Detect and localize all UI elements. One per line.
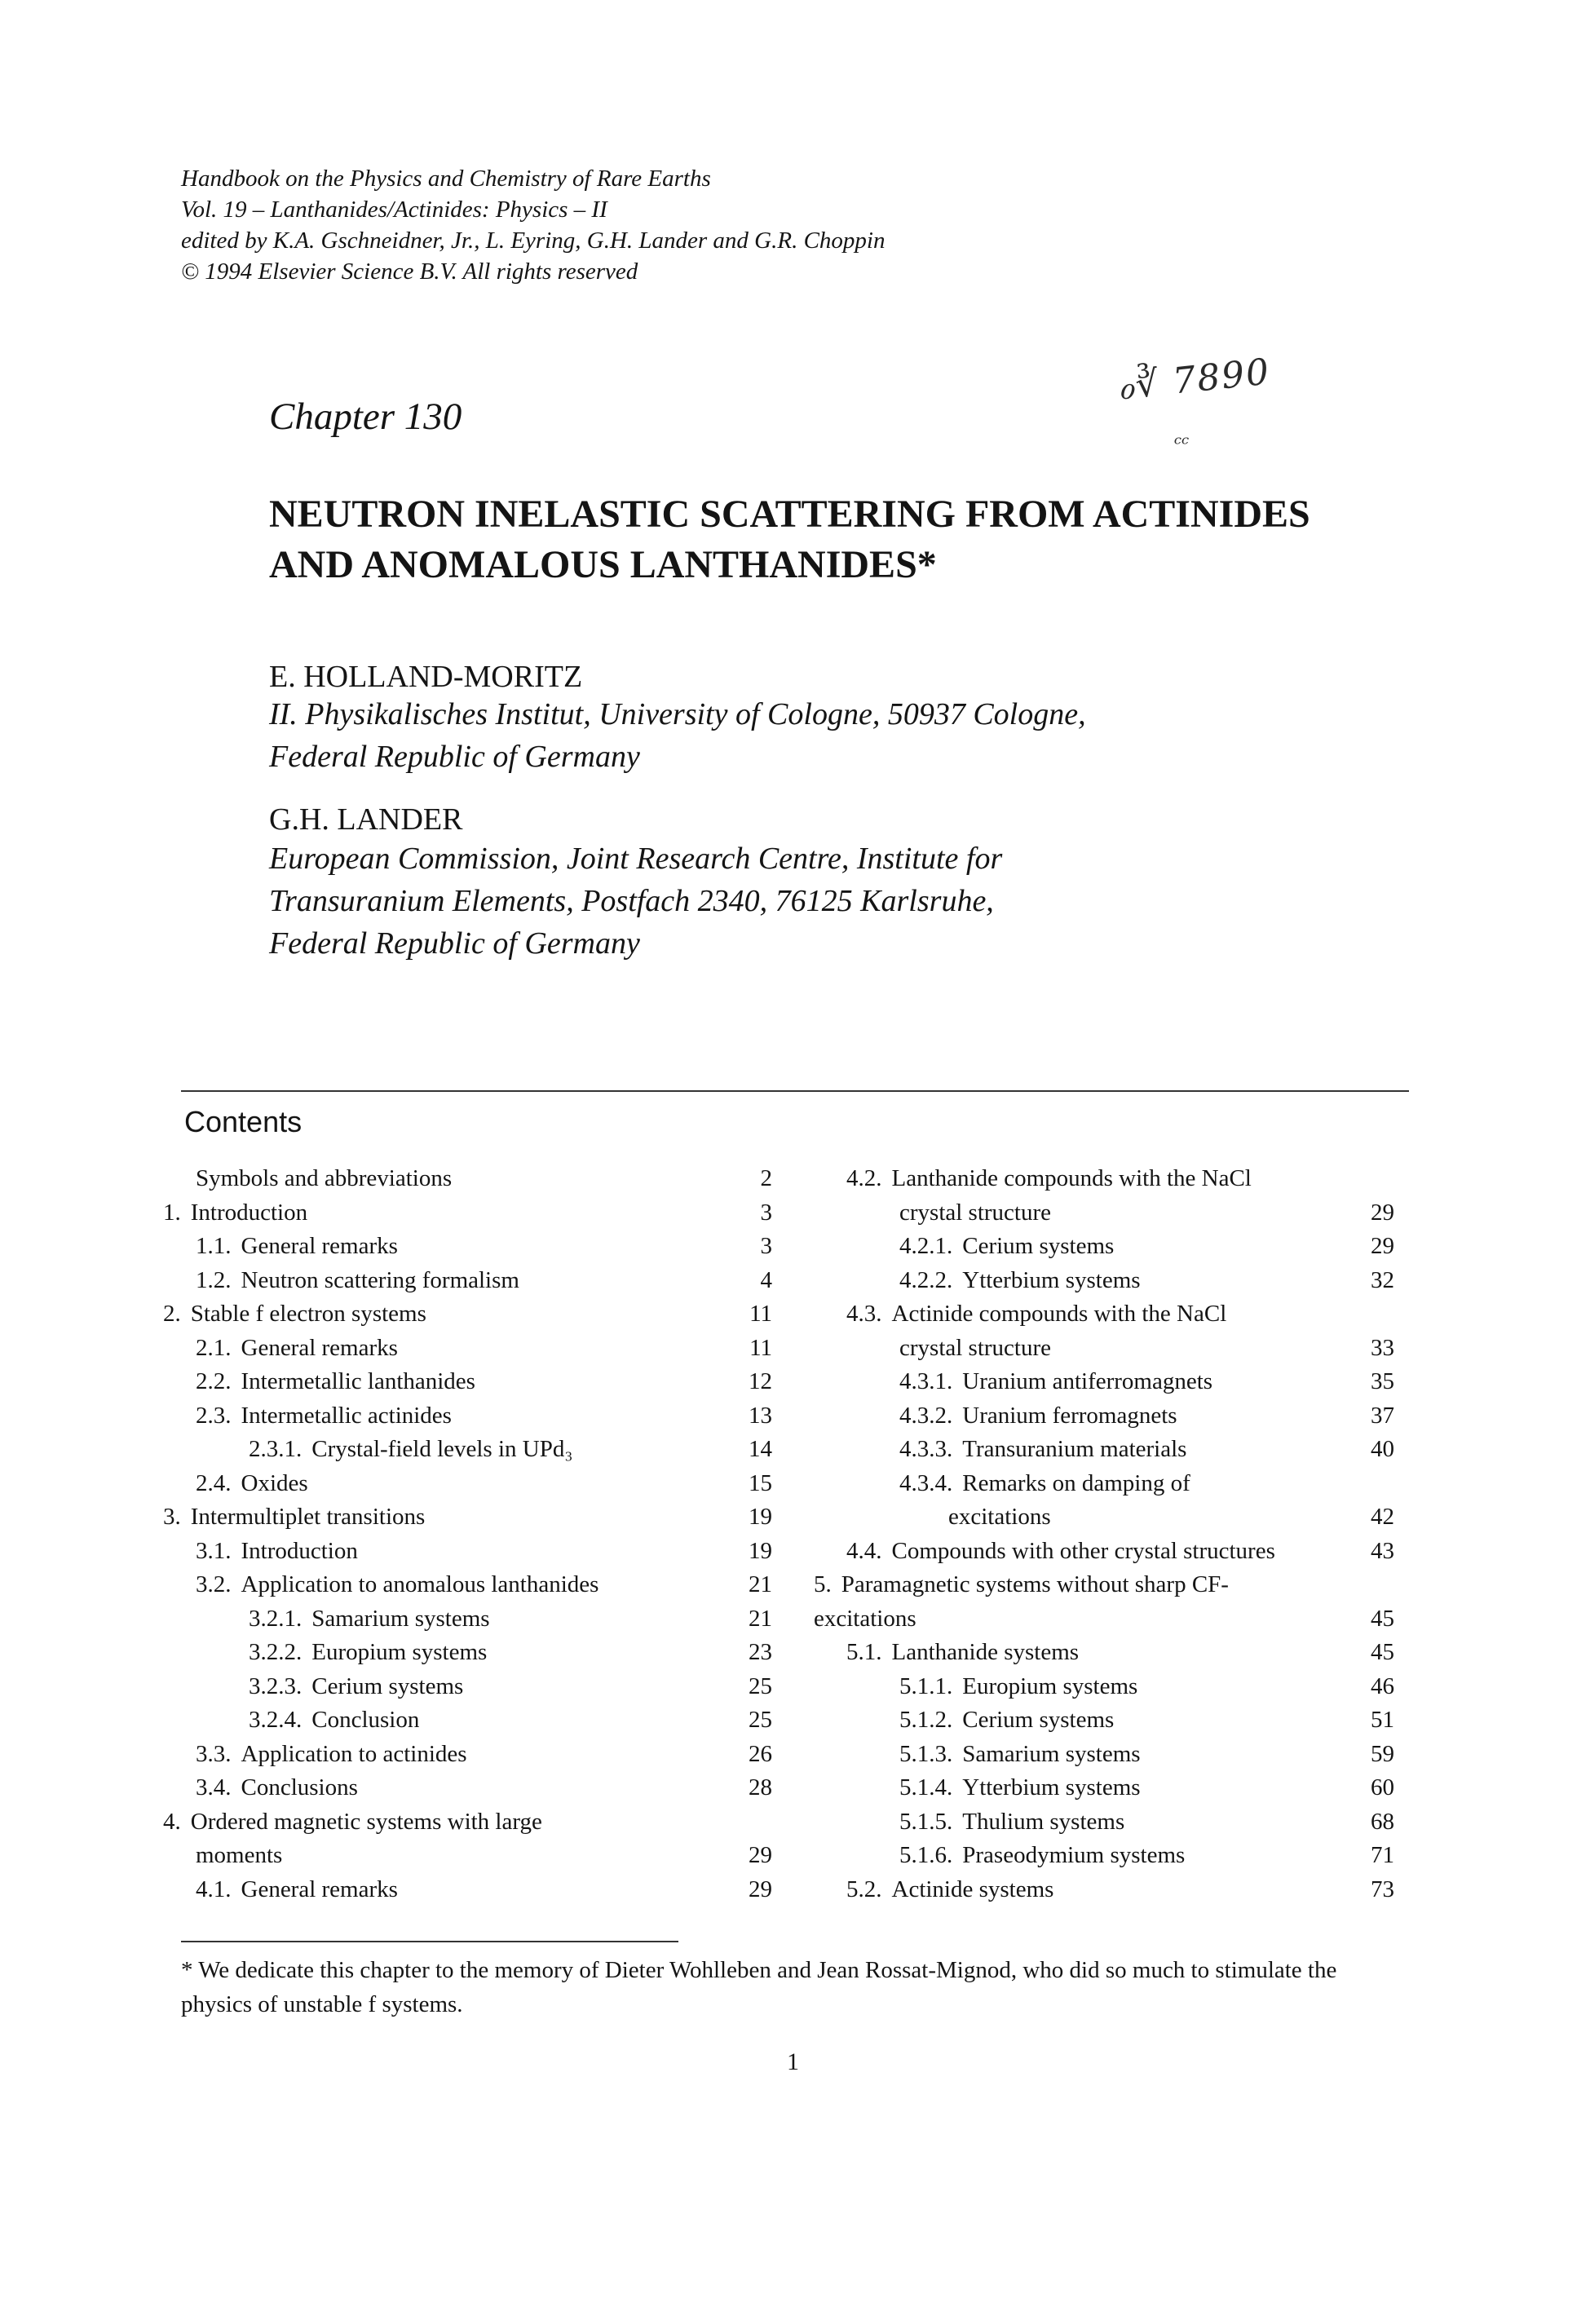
affiliation-line: Federal Republic of Germany — [269, 926, 640, 961]
handwritten-annotation: ℴ∛ 7890 — [1115, 351, 1273, 409]
toc-entry-page: 37 — [1371, 1402, 1394, 1429]
toc-entry-text: Remarks on damping of — [962, 1469, 1190, 1496]
toc-entry-page: 21 — [749, 1571, 772, 1597]
toc-entry-text: Ordered magnetic systems with large — [190, 1808, 542, 1835]
toc-entry — [163, 1839, 772, 1873]
toc-entry-title — [899, 1433, 1186, 1467]
toc-entry-title — [846, 1535, 1275, 1569]
toc-entry-number: 3.4. — [196, 1774, 232, 1800]
toc-entry-number: 4.1. — [196, 1876, 232, 1902]
toc-entry-page: 11 — [749, 1334, 772, 1361]
toc-entry-text: moments — [196, 1842, 283, 1868]
toc-entry — [163, 1297, 772, 1332]
affiliation-line: II. Physikalisches Institut, University of Cologne, 50937 Cologne, — [269, 697, 1086, 731]
toc-entry — [814, 1771, 1394, 1805]
toc-entry-text: crystal structure — [899, 1199, 1052, 1226]
toc-entry-number: 5.1.6. — [899, 1842, 953, 1868]
toc-entry-title — [196, 1399, 452, 1434]
handwritten-annotation-sub: ᶜᶜ — [1174, 432, 1190, 457]
toc-entry-title — [899, 1805, 1124, 1840]
toc-entry-number: 4.3.4. — [899, 1469, 953, 1496]
toc-entry-number: 4.3.1. — [899, 1368, 953, 1394]
toc-entry-number: 4.3.2. — [899, 1402, 953, 1429]
toc-entry-page: 2 — [760, 1165, 772, 1191]
toc-entry — [163, 1602, 772, 1637]
toc-entry-page: 43 — [1371, 1537, 1394, 1564]
toc-entry-number: 4.2.2. — [899, 1266, 953, 1293]
toc-entry-text: Oxides — [241, 1469, 308, 1496]
toc-entry-text: Uranium ferromagnets — [962, 1402, 1177, 1429]
toc-entry — [163, 1670, 772, 1704]
author-affiliation — [269, 693, 1086, 778]
toc-entry-page: 40 — [1371, 1436, 1394, 1462]
toc-entry-title — [814, 1602, 916, 1637]
toc-entry-title — [899, 1703, 1114, 1738]
toc-entry-text: excitations — [814, 1605, 916, 1632]
toc-entry — [814, 1297, 1394, 1332]
toc-entry-title — [899, 1399, 1177, 1434]
toc-entry-text: Europium systems — [311, 1639, 488, 1665]
toc-entry-title — [196, 1365, 475, 1399]
toc-entry-page: 46 — [1371, 1672, 1394, 1699]
toc-entry-number: 1. — [163, 1199, 181, 1226]
toc-entry-number: 3.2.4. — [249, 1707, 303, 1733]
toc-entry — [163, 1568, 772, 1602]
toc-entry-text: Transuranium materials — [962, 1436, 1187, 1462]
toc-entry-page: 15 — [749, 1469, 772, 1496]
toc-entry-text: Intermetallic actinides — [241, 1402, 452, 1429]
toc-entry-page: 29 — [1371, 1199, 1394, 1226]
toc-entry-text: Conclusion — [311, 1707, 420, 1733]
toc-entry-number: 4.2.1. — [899, 1233, 953, 1259]
toc-entry-number: 5.1. — [846, 1639, 882, 1665]
toc-entry-text: General remarks — [241, 1233, 398, 1259]
toc-entry-title — [899, 1670, 1137, 1704]
toc-entry-title — [249, 1602, 490, 1637]
toc-entry — [163, 1365, 772, 1399]
toc-entry — [814, 1162, 1394, 1196]
toc-entry-page: 26 — [749, 1740, 772, 1767]
page-number: 1 — [787, 2048, 799, 2075]
toc-entry-number: 3.2. — [196, 1571, 232, 1597]
toc-entry-page: 35 — [1371, 1368, 1394, 1394]
toc-entry-title — [196, 1738, 467, 1772]
toc-entry-number: 5.1.3. — [899, 1740, 953, 1767]
toc-entry-text: Application to anomalous lanthanides — [241, 1571, 599, 1597]
toc-entry — [814, 1433, 1394, 1467]
toc-entry-title — [196, 1839, 282, 1873]
toc-entry-page: 25 — [749, 1672, 772, 1699]
toc-entry-title — [163, 1500, 425, 1535]
header-line: © 1994 Elsevier Science B.V. All rights reserved — [181, 258, 638, 285]
toc-entry-number: 5.1.4. — [899, 1774, 953, 1800]
toc-entry-number: 5.2. — [846, 1876, 882, 1902]
toc-entry — [814, 1568, 1394, 1602]
toc-entry-number: 3.2.2. — [249, 1639, 303, 1665]
toc-entry-number: 5.1.2. — [899, 1707, 953, 1733]
toc-entry-title — [249, 1433, 572, 1467]
toc-entry — [814, 1738, 1394, 1772]
toc-entry-text: Actinide compounds with the NaCl — [891, 1301, 1227, 1327]
toc-entry-title — [196, 1162, 452, 1196]
toc-entry-title — [846, 1162, 1252, 1196]
toc-entry — [163, 1264, 772, 1298]
toc-entry — [163, 1535, 772, 1569]
toc-entry-page: 59 — [1371, 1740, 1394, 1767]
contents-heading: Contents — [184, 1105, 303, 1138]
toc-entry-title — [899, 1332, 1051, 1366]
toc-entry-title — [196, 1568, 598, 1602]
toc-entry-title — [249, 1703, 419, 1738]
toc-entry-page: 60 — [1371, 1774, 1394, 1800]
toc-entry-text: Europium systems — [962, 1672, 1138, 1699]
toc-entry-number: 3. — [163, 1504, 181, 1530]
toc-entry-page: 71 — [1371, 1842, 1394, 1868]
toc-right-column — [814, 1162, 1394, 1906]
toc-entry-text: General remarks — [241, 1334, 398, 1361]
toc-entry-page: 73 — [1371, 1876, 1394, 1902]
toc-entry-text: Introduction — [241, 1537, 358, 1564]
toc-entry-page: 51 — [1371, 1707, 1394, 1733]
author-name: G.H. LANDER — [269, 802, 463, 837]
toc-entry-text: Stable f electron systems — [190, 1301, 426, 1327]
toc-entry-page: 42 — [1371, 1504, 1394, 1530]
toc-entry-text: Symbols and abbreviations — [196, 1165, 453, 1191]
toc-entry-text: Samarium systems — [962, 1740, 1141, 1767]
toc-entry — [163, 1230, 772, 1264]
toc-entry-page: 25 — [749, 1707, 772, 1733]
toc-entry-page: 12 — [749, 1368, 772, 1394]
toc-entry-text: Intermetallic lanthanides — [241, 1368, 475, 1394]
toc-entry-title — [196, 1535, 358, 1569]
toc-entry-number: 1.2. — [196, 1266, 232, 1293]
toc-entry — [163, 1703, 772, 1738]
toc-entry-text: Lanthanide systems — [891, 1639, 1080, 1665]
toc-entry-text: Thulium systems — [962, 1808, 1125, 1835]
toc-entry-text: Ytterbium systems — [962, 1774, 1141, 1800]
toc-entry-text: Intermultiplet transitions — [190, 1504, 426, 1530]
toc-entry-number: 4.3. — [846, 1301, 882, 1327]
toc-entry-text: excitations — [948, 1504, 1051, 1530]
toc-entry-text: Actinide systems — [891, 1876, 1054, 1902]
toc-entry-title — [899, 1196, 1051, 1230]
toc-entry-page: 45 — [1371, 1639, 1394, 1665]
toc-entry-number: 5.1.5. — [899, 1808, 953, 1835]
toc-entry-title — [899, 1467, 1190, 1501]
toc-entry-page: 11 — [749, 1301, 772, 1327]
toc-entry-number: 5.1.1. — [899, 1672, 953, 1699]
toc-entry-page: 33 — [1371, 1334, 1394, 1361]
toc-entry — [814, 1365, 1394, 1399]
toc-entry-number: 3.1. — [196, 1537, 232, 1564]
toc-entry-text: Uranium antiferromagnets — [962, 1368, 1213, 1394]
toc-entry-text: Ytterbium systems — [962, 1266, 1141, 1293]
toc-entry — [814, 1873, 1394, 1907]
toc-entry-title — [899, 1738, 1141, 1772]
header-line: Vol. 19 – Lanthanides/Actinides: Physics – II — [181, 197, 607, 223]
toc-entry-number: 4. — [163, 1808, 181, 1835]
title-line: AND ANOMALOUS LANTHANIDES* — [269, 543, 937, 586]
toc-entry-title — [846, 1636, 1079, 1670]
toc-entry-text: Introduction — [190, 1199, 308, 1226]
toc-entry — [163, 1433, 772, 1467]
toc-entry — [163, 1162, 772, 1196]
toc-entry-page: 29 — [1371, 1233, 1394, 1259]
toc-entry-page: 19 — [749, 1504, 772, 1530]
toc-entry-page: 21 — [749, 1605, 772, 1632]
toc-entry-number: 4.3.3. — [899, 1436, 953, 1462]
toc-entry-title — [196, 1264, 519, 1298]
toc-entry-number: 2. — [163, 1301, 181, 1327]
toc-entry — [814, 1467, 1394, 1501]
toc-entry-page: 3 — [760, 1199, 772, 1226]
header-line: Handbook on the Physics and Chemistry of Rare Earths — [181, 166, 711, 192]
toc-entry — [814, 1636, 1394, 1670]
toc-entry — [814, 1399, 1394, 1434]
toc-entry — [163, 1805, 772, 1840]
toc-entry-text: Conclusions — [241, 1774, 358, 1800]
toc-entry — [814, 1703, 1394, 1738]
toc-entry — [814, 1535, 1394, 1569]
toc-entry-text: Paramagnetic systems without sharp CF- — [841, 1571, 1229, 1597]
toc-entry-title — [899, 1839, 1185, 1873]
toc-entry-text: Cerium systems — [311, 1672, 464, 1699]
affiliation-line: European Commission, Joint Research Centre, Institute for — [269, 842, 1003, 876]
book-header — [181, 163, 886, 287]
toc-entry-title — [948, 1500, 1051, 1535]
toc-entry-page: 19 — [749, 1537, 772, 1564]
toc-entry-number: 3.3. — [196, 1740, 232, 1767]
toc-entry — [814, 1839, 1394, 1873]
toc-entry — [814, 1196, 1394, 1230]
toc-entry — [814, 1500, 1394, 1535]
toc-entry — [814, 1805, 1394, 1840]
chapter-label: Chapter 130 — [269, 395, 462, 438]
toc-entry — [814, 1670, 1394, 1704]
toc-entry-title — [163, 1196, 307, 1230]
toc-entry-title — [249, 1636, 487, 1670]
toc-entry-title — [196, 1873, 398, 1907]
toc-entry-text: Lanthanide compounds with the NaCl — [891, 1165, 1252, 1191]
toc-entry-page: 29 — [749, 1876, 772, 1902]
toc-entry-page: 32 — [1371, 1266, 1394, 1293]
toc-entry-number: 1.1. — [196, 1233, 232, 1259]
toc-entry-number: 5. — [814, 1571, 832, 1597]
header-line: edited by K.A. Gschneidner, Jr., L. Eyring, G.H. Lander and G.R. Choppin — [181, 228, 886, 254]
toc-entry-text: Cerium systems — [962, 1233, 1115, 1259]
toc-left-column — [163, 1162, 772, 1906]
chapter-title — [269, 489, 1310, 590]
toc-entry-text: Cerium systems — [962, 1707, 1115, 1733]
toc-entry-text: Compounds with other crystal structures — [891, 1537, 1275, 1564]
toc-entry-text: Neutron scattering formalism — [241, 1266, 519, 1293]
toc-entry — [163, 1399, 772, 1434]
toc-entry-text: crystal structure — [899, 1334, 1052, 1361]
toc-entry — [163, 1500, 772, 1535]
toc-entry-title — [846, 1873, 1053, 1907]
author-name: E. HOLLAND-MORITZ — [269, 660, 583, 694]
toc-entry-title — [249, 1670, 463, 1704]
toc-entry-number: 4.2. — [846, 1165, 882, 1191]
toc-entry-text: General remarks — [241, 1876, 398, 1902]
toc-entry-page: 3 — [760, 1233, 772, 1259]
toc-entry-number: 2.4. — [196, 1469, 232, 1496]
toc-entry-title — [814, 1568, 1229, 1602]
toc-entry-number: 3.2.3. — [249, 1672, 303, 1699]
toc-entry-text: Crystal-field levels in UPd₃ — [311, 1436, 573, 1462]
toc-entry-text: Samarium systems — [311, 1605, 490, 1632]
toc-entry-title — [899, 1771, 1141, 1805]
author-affiliation — [269, 837, 1002, 965]
toc-entry — [163, 1873, 772, 1907]
toc-entry-title — [899, 1264, 1141, 1298]
section-divider — [181, 1090, 1409, 1092]
toc-entry-title — [196, 1771, 358, 1805]
toc-entry-number: 4.4. — [846, 1537, 882, 1564]
toc-entry-title — [163, 1297, 426, 1332]
toc-entry — [163, 1332, 772, 1366]
footnote-divider — [181, 1941, 678, 1942]
toc-entry-page: 29 — [749, 1842, 772, 1868]
toc-entry-page: 14 — [749, 1436, 772, 1462]
toc-entry-title — [899, 1365, 1212, 1399]
toc-entry-title — [196, 1332, 398, 1366]
toc-entry-number: 2.1. — [196, 1334, 232, 1361]
toc-entry — [814, 1332, 1394, 1366]
toc-entry — [814, 1602, 1394, 1637]
toc-entry-page: 4 — [760, 1266, 772, 1293]
footnote: * We dedicate this chapter to the memory of Dieter Wohlleben and Jean Rossat-Mignod, who did so much to stimulate the physics of unstable f systems. — [181, 1957, 1337, 2017]
toc-entry-page: 45 — [1371, 1605, 1394, 1632]
toc-entry-title — [846, 1297, 1226, 1332]
toc-entry-title — [196, 1230, 398, 1264]
toc-entry-number: 2.3. — [196, 1402, 232, 1429]
affiliation-line: Federal Republic of Germany — [269, 740, 640, 774]
toc-entry — [163, 1738, 772, 1772]
toc-entry-number: 3.2.1. — [249, 1605, 303, 1632]
toc-entry-title — [196, 1467, 308, 1501]
toc-entry-text: Praseodymium systems — [962, 1842, 1186, 1868]
toc-entry-page: 23 — [749, 1639, 772, 1665]
toc-entry-title — [899, 1230, 1114, 1264]
toc-entry-title — [163, 1805, 542, 1840]
affiliation-line: Transuranium Elements, Postfach 2340, 76125 Karlsruhe, — [269, 884, 994, 918]
toc-entry-number: 2.2. — [196, 1368, 232, 1394]
toc-entry — [814, 1264, 1394, 1298]
toc-entry-page: 13 — [749, 1402, 772, 1429]
toc-entry — [163, 1636, 772, 1670]
toc-entry-number: 2.3.1. — [249, 1436, 303, 1462]
toc-entry-text: Application to actinides — [241, 1740, 467, 1767]
toc-entry-page: 68 — [1371, 1808, 1394, 1835]
toc-entry — [163, 1467, 772, 1501]
title-line: NEUTRON INELASTIC SCATTERING FROM ACTINIDES — [269, 493, 1310, 536]
toc-entry — [163, 1196, 772, 1230]
toc-entry-page: 28 — [749, 1774, 772, 1800]
toc-entry — [814, 1230, 1394, 1264]
toc-entry — [163, 1771, 772, 1805]
